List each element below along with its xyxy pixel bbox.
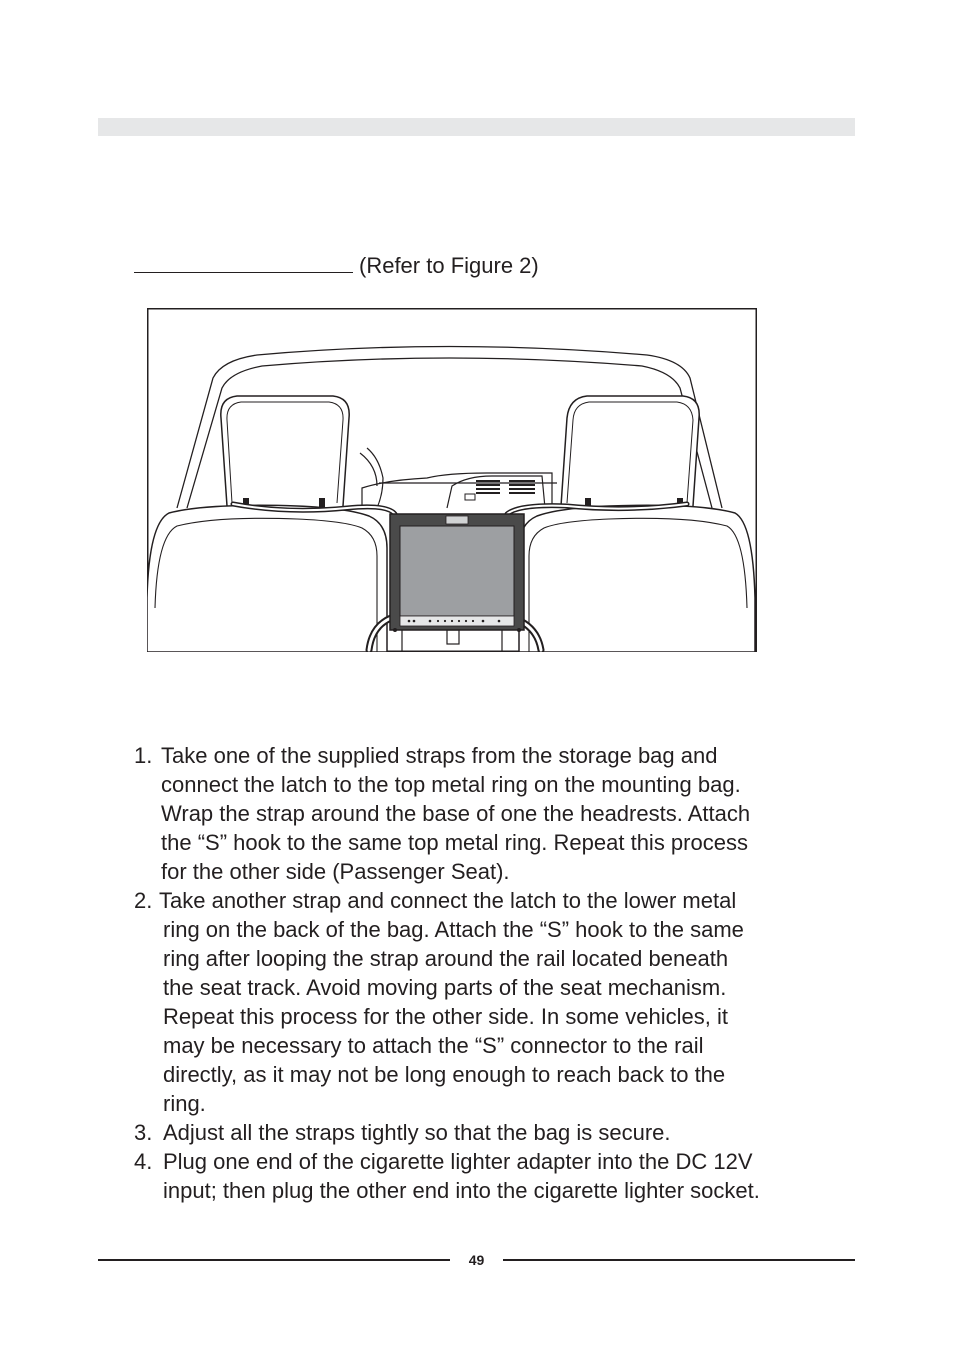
right-headrest	[561, 396, 699, 506]
figure-reference-line	[134, 250, 539, 280]
footer-rule-right	[503, 1259, 855, 1261]
page-number: 49	[468, 1252, 485, 1268]
blank-heading-underline	[134, 250, 353, 273]
instruction-step-1	[134, 741, 834, 886]
step-number: 4.	[134, 1149, 153, 1174]
step-line: Wrap the strap around the base of one the headrests. Attach	[161, 801, 751, 826]
step-line: the seat track. Avoid moving parts of the seat mechanism.	[163, 975, 727, 1000]
figure-reference-text: (Refer to Figure 2)	[359, 253, 539, 278]
left-headrest	[221, 396, 349, 506]
mounting-bag	[390, 514, 524, 630]
installation-figure	[147, 308, 757, 652]
step-number: 2.	[134, 888, 153, 913]
instruction-step-2	[134, 886, 834, 1118]
left-seat-back	[147, 505, 387, 652]
step-line: input; then plug the other end into the cigarette lighter socket.	[163, 1178, 760, 1203]
header-bar	[98, 118, 855, 136]
step-number: 1.	[134, 743, 153, 768]
instruction-steps	[134, 741, 834, 1205]
step-line: directly, as it may not be long enough to reach back to the	[163, 1062, 726, 1087]
step-line: the “S” hook to the same top metal ring. Repeat this process	[161, 830, 748, 855]
instruction-step-4	[134, 1147, 834, 1205]
step-line: for the other side (Passenger Seat).	[161, 859, 510, 884]
step-line: Take one of the supplied straps from the storage bag and	[161, 743, 718, 768]
step-line: ring on the back of the bag. Attach the “S” hook to the same	[163, 917, 744, 942]
step-line: Repeat this process for the other side. In some vehicles, it	[163, 1004, 728, 1029]
step-line: Adjust all the straps tightly so that the bag is secure.	[163, 1120, 671, 1145]
step-number: 3.	[134, 1120, 153, 1145]
instruction-step-3	[134, 1118, 834, 1147]
step-line: ring after looping the strap around the rail located beneath	[163, 946, 729, 971]
step-line: ring.	[163, 1091, 206, 1116]
car-seat-illustration	[147, 308, 757, 652]
right-seat-back	[519, 505, 755, 652]
step-line: connect the latch to the top metal ring on the mounting bag.	[161, 772, 741, 797]
step-line: may be necessary to attach the “S” connector to the rail	[163, 1033, 704, 1058]
step-line: Take another strap and connect the latch to the lower metal	[159, 888, 737, 913]
step-line: Plug one end of the cigarette lighter adapter into the DC 12V	[163, 1149, 753, 1174]
footer-rule-left	[98, 1259, 450, 1261]
